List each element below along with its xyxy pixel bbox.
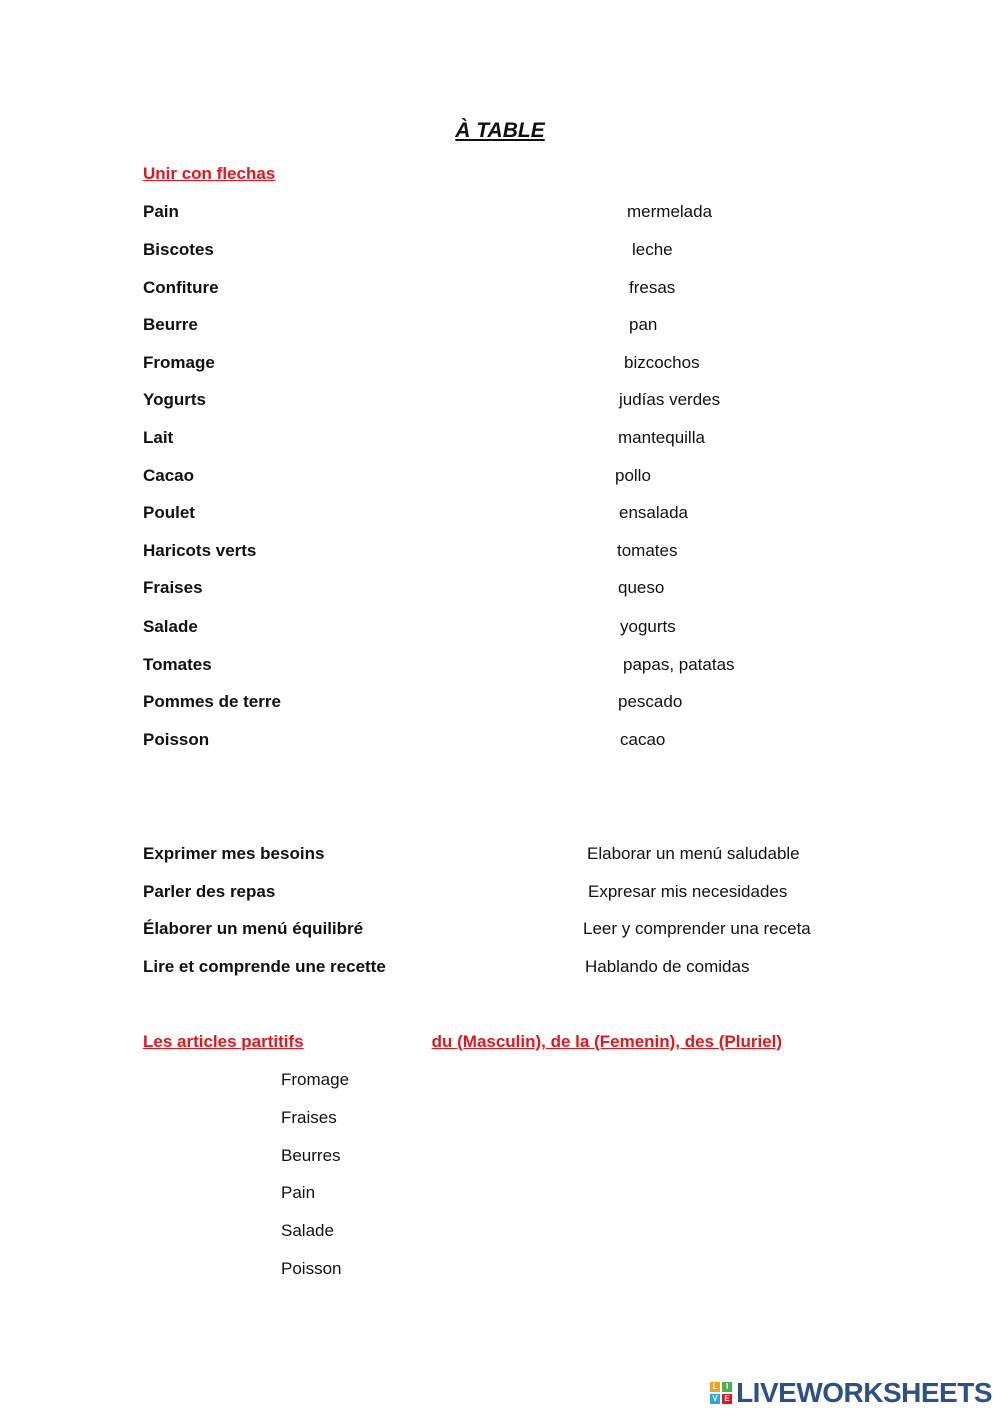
right-word-10: tomates [617,541,678,560]
right-word-12: yogurts [620,617,676,636]
partitif-item-1: Fromage [281,1070,350,1089]
objective-fr-2: Parler des repas [143,882,276,901]
objective-fr-4: Lire et comprende une recette [143,957,386,976]
objective-es-4: Hablando de comidas [585,957,750,976]
logo-blocks-icon [710,1382,732,1404]
right-word-15: cacao [620,730,666,749]
left-word-15: Poisson [143,730,210,749]
partitif-item-6: Poisson [281,1259,342,1278]
logo-block-v: V [710,1394,720,1404]
page-title: À TABLE [455,119,545,142]
objective-es-2: Expresar mis necesidades [588,882,788,901]
partitifs-heading: Les articles partitifs [143,1032,304,1051]
right-word-8: pollo [615,466,651,485]
logo-block-l: L [710,1382,720,1392]
left-word-14: Pommes de terre [143,692,281,711]
right-word-13: papas, patatas [623,655,735,674]
right-word-9: ensalada [619,503,689,522]
logo-block-e: E [722,1394,732,1404]
partitif-item-5: Salade [281,1221,334,1240]
right-word-4: pan [629,315,658,334]
logo-text: LIVEWORKSHEETS [736,1377,992,1408]
objective-fr-1: Exprimer mes besoins [143,844,325,863]
right-word-3: fresas [629,278,676,297]
objective-es-3: Leer y comprender una receta [583,919,811,938]
left-word-9: Poulet [143,503,195,522]
section-heading-unir: Unir con flechas [143,164,276,183]
partitifs-subheading: du (Masculin), de la (Femenin), des (Pluriel) [431,1032,783,1051]
right-word-7: mantequilla [618,428,705,447]
left-word-12: Salade [143,617,198,636]
left-word-10: Haricots verts [143,541,257,560]
right-word-5: bizcochos [624,353,700,372]
right-word-2: leche [632,240,673,259]
right-word-1: mermelada [627,202,713,221]
left-word-7: Lait [143,428,174,447]
logo-block-i: I [722,1382,732,1392]
left-word-8: Cacao [143,466,195,485]
right-word-14: pescado [618,692,683,711]
partitifs-heading-row [143,1032,783,1052]
left-word-13: Tomates [143,655,212,674]
partitif-item-3: Beurres [281,1146,341,1165]
right-word-6: judías verdes [619,390,721,409]
right-word-11: queso [618,578,665,597]
liveworksheets-logo[interactable] [710,1378,992,1408]
left-word-6: Yogurts [143,390,206,409]
left-word-1: Pain [143,202,179,221]
left-word-2: Biscotes [143,240,214,259]
left-word-4: Beurre [143,315,198,334]
objective-fr-3: Élaborer un menú équilibré [143,919,364,938]
partitif-item-4: Pain [281,1183,316,1202]
left-word-11: Fraises [143,578,203,597]
objective-es-1: Elaborar un menú saludable [587,844,800,863]
left-word-3: Confiture [143,278,219,297]
partitif-item-2: Fraises [281,1108,337,1127]
left-word-5: Fromage [143,353,215,372]
